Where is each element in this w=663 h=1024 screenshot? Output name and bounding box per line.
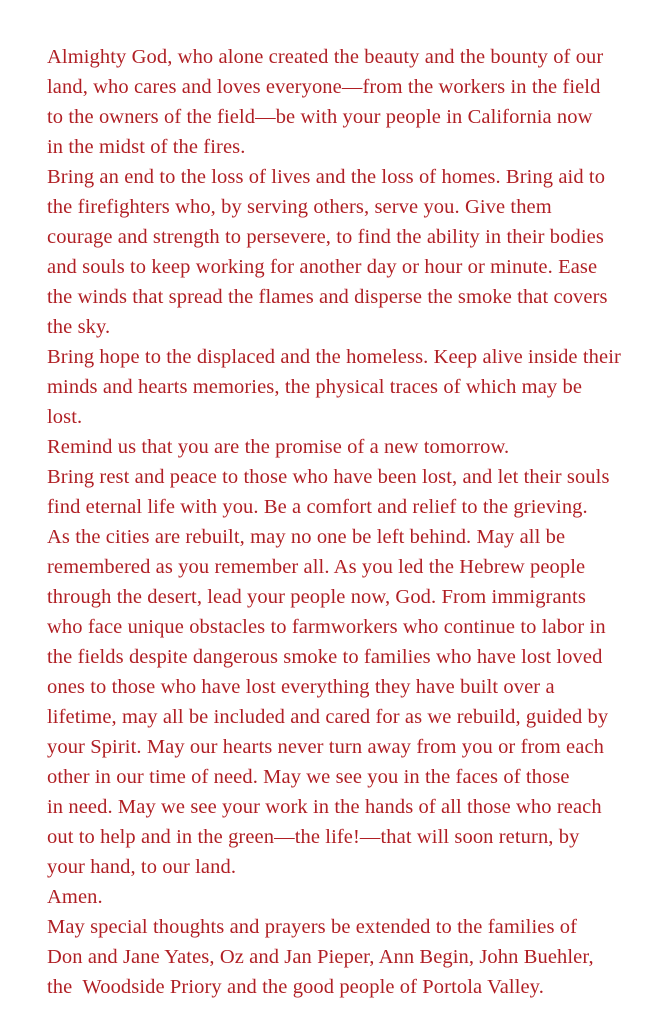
text-line: find eternal life with you. Be a comfort and relief to the grieving. (47, 496, 588, 518)
text-line: May special thoughts and prayers be extended to the families of (47, 916, 578, 938)
prayer-text-block (47, 42, 622, 1002)
text-line: lifetime, may all be included and cared for as we rebuild, guided by (47, 706, 609, 728)
text-line: in need. May we see your work in the hands of all those who reach (47, 796, 602, 818)
paragraph-displaced (47, 342, 622, 462)
text-line: out to help and in the green—the life!—that will soon return, by (47, 826, 580, 848)
paragraph-amen (47, 882, 622, 912)
text-line: Don and Jane Yates, Oz and Jan Pieper, Ann Begin, John Buehler, (47, 946, 594, 968)
paragraph-firefighters (47, 162, 622, 342)
text-line: who face unique obstacles to farmworkers who continue to labor in (47, 616, 606, 638)
paragraph-dedication (47, 912, 622, 1002)
text-line: the firefighters who, by serving others, serve you. Give them (47, 196, 552, 218)
text-line: the fields despite dangerous smoke to families who have lost loved (47, 646, 603, 668)
text-line: remembered as you remember all. As you led the Hebrew people (47, 556, 586, 578)
text-line: Remind us that you are the promise of a new tomorrow. (47, 436, 510, 458)
text-line: ones to those who have lost everything they have built over a (47, 676, 555, 698)
text-line: the winds that spread the flames and disperse the smoke that covers (47, 286, 608, 308)
text-line: minds and hearts memories, the physical traces of which may be lost. (47, 376, 588, 428)
text-line: Bring hope to the displaced and the homeless. Keep alive inside their (47, 346, 621, 368)
paragraph-rebuilding (47, 522, 622, 882)
text-line: Bring an end to the loss of lives and the loss of homes. Bring aid to (47, 166, 606, 188)
paragraph-opening-invocation (47, 42, 622, 162)
text-line: your Spirit. May our hearts never turn away from you or from each (47, 736, 604, 758)
text-line: Almighty God, who alone created the beauty and the bounty of our (47, 46, 604, 68)
text-line: your hand, to our land. (47, 856, 237, 878)
text-line: to the owners of the field—be with your people in California now (47, 106, 593, 128)
text-line: the Woodside Priory and the good people of Portola Valley. (47, 976, 544, 998)
text-line: the sky. (47, 316, 111, 338)
text-line: in the midst of the fires. (47, 136, 246, 158)
text-line: through the desert, lead your people now, God. From immigrants (47, 586, 586, 608)
paragraph-rest-and-peace (47, 462, 622, 522)
text-line: Bring rest and peace to those who have been lost, and let their souls (47, 466, 610, 488)
text-line: other in our time of need. May we see you in the faces of those (47, 766, 570, 788)
text-line: courage and strength to persevere, to find the ability in their bodies (47, 226, 604, 248)
text-line: As the cities are rebuilt, may no one be left behind. May all be (47, 526, 566, 548)
text-line: and souls to keep working for another day or hour or minute. Ease (47, 256, 598, 278)
text-line: Amen. (47, 886, 103, 908)
text-line: land, who cares and loves everyone—from the workers in the field (47, 76, 601, 98)
